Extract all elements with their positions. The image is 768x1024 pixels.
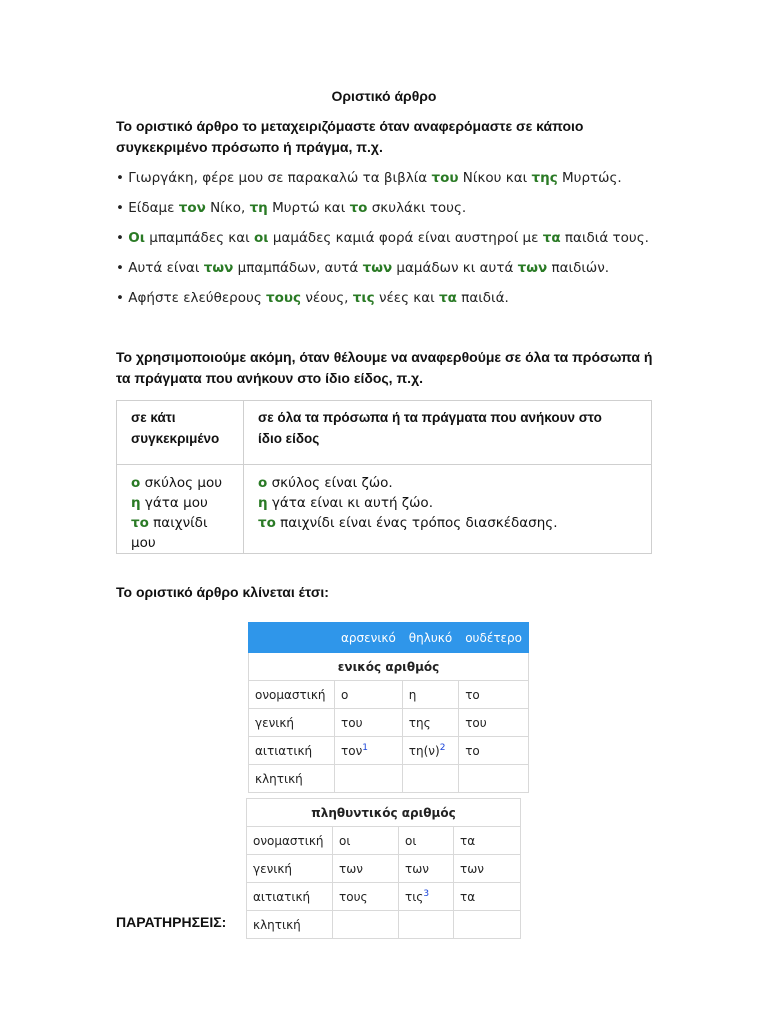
case-name: αιτιατική <box>247 883 333 911</box>
gender-header: θηλυκό <box>402 623 458 653</box>
article-highlight: των <box>517 260 548 276</box>
sentence-text: παιδιά τους. <box>560 230 649 246</box>
feminine-form <box>402 765 458 793</box>
page-title: Οριστικό άρθρο <box>331 88 437 104</box>
neuter-form <box>454 911 521 939</box>
example-text: γάτα μου <box>140 495 208 511</box>
article-highlight: η <box>258 495 268 511</box>
number-label: ενικός αριθμός <box>249 653 529 681</box>
case-row <box>249 681 529 709</box>
article-highlight: Οι <box>128 230 146 246</box>
case-row <box>247 855 521 883</box>
sentence-text: Νίκου και <box>458 170 532 186</box>
usage-line-1: Το χρησιμοποιούμε ακόμη, όταν θέλουμε να αναφερθούμε σε όλα τα πρόσωπα ή <box>116 349 653 365</box>
feminine-form <box>399 911 454 939</box>
case-name: κλητική <box>247 911 333 939</box>
neuter-form: του <box>459 709 529 737</box>
usage-header-general <box>244 401 652 465</box>
example-sentence <box>116 260 676 276</box>
article-highlight: το <box>131 515 149 531</box>
usage-example-line <box>258 513 637 533</box>
case-name: γενική <box>249 709 335 737</box>
case-name: κλητική <box>249 765 335 793</box>
case-row <box>247 827 521 855</box>
sentence-text: μαμάδες καμιά φορά είναι αυστηροί με <box>268 230 543 246</box>
case-name: γενική <box>247 855 333 883</box>
neuter-form <box>459 765 529 793</box>
feminine-form: της <box>402 709 458 737</box>
footnote-ref[interactable]: 1 <box>362 743 369 753</box>
gender-header-row <box>249 623 529 653</box>
neuter-form: τα <box>454 827 521 855</box>
feminine-form: $\tau\eta(\nu)^2$ <box>402 737 458 765</box>
example-text: σκύλος μου <box>140 475 223 491</box>
intro-line-1: Το οριστικό άρθρο το μεταχειριζόμαστε όταν αναφερόμαστε σε κάποιο <box>116 118 584 134</box>
gender-header <box>249 623 335 653</box>
feminine-form: η <box>402 681 458 709</box>
neuter-form: το <box>459 681 529 709</box>
article-highlight: τα <box>439 290 457 306</box>
usage-example-line <box>258 473 637 493</box>
declension-heading: Το οριστικό άρθρο κλίνεται έτσι: <box>116 584 329 600</box>
example-text: σκύλος είναι ζώο. <box>267 475 393 491</box>
article-highlight: των <box>362 260 393 276</box>
masculine-form: οι <box>333 827 399 855</box>
masculine-form: τους <box>333 883 399 911</box>
sentence-text: • Αυτά είναι <box>116 260 204 276</box>
usage-example-line <box>131 513 229 553</box>
sentence-text: • Αφήστε ελεύθερους <box>116 290 267 306</box>
article-highlight: τους <box>266 290 302 306</box>
article-highlight: ο <box>131 475 141 491</box>
declension-table-plural <box>246 798 521 939</box>
sentence-text: παιδιών. <box>547 260 610 276</box>
masculine-form: ο <box>335 681 403 709</box>
case-name: ονομαστική <box>249 681 335 709</box>
intro-paragraph <box>116 116 656 158</box>
neuter-form: των <box>454 855 521 883</box>
gender-header: ουδέτερο <box>459 623 529 653</box>
number-label-row <box>247 799 521 827</box>
usage-header-specific <box>117 401 244 465</box>
sentence-text: Νίκο, <box>205 200 250 216</box>
number-label-row <box>249 653 529 681</box>
article-highlight: του <box>431 170 459 186</box>
example-text: γάτα είναι κι αυτή ζώο. <box>267 495 433 511</box>
header-left-line-2: συγκεκριμένο <box>131 431 220 446</box>
sentence-text: μαμάδων κι αυτά <box>392 260 518 276</box>
usage-paragraph <box>116 347 656 389</box>
case-row <box>249 737 529 765</box>
case-name: ονομαστική <box>247 827 333 855</box>
example-text: παιχνίδι μου <box>131 515 208 551</box>
case-row <box>249 709 529 737</box>
masculine-form <box>333 911 399 939</box>
usage-specific-examples <box>117 465 244 554</box>
footnote-ref[interactable]: 3 <box>423 889 430 899</box>
example-sentence <box>116 170 676 186</box>
article-highlight: το <box>258 515 276 531</box>
case-row <box>249 765 529 793</box>
intro-line-2: συγκεκριμένο πρόσωπο ή πράγμα, π.χ. <box>116 139 383 155</box>
masculine-form: τον$^1$ <box>335 737 403 765</box>
observations-heading: ΠΑΡΑΤΗΡΗΣΕΙΣ: <box>116 914 227 930</box>
neuter-form: τα <box>454 883 521 911</box>
sentence-text: παιδιά. <box>456 290 509 306</box>
feminine-form: τις$^3$ <box>399 883 454 911</box>
article-highlight: τον <box>178 200 206 216</box>
usage-general-examples <box>244 465 652 554</box>
feminine-form: των <box>399 855 454 883</box>
example-sentence <box>116 200 676 216</box>
sentence-text: νέους, <box>301 290 353 306</box>
sentence-text: Μυρτώς. <box>557 170 622 186</box>
declension-table-singular <box>248 622 529 793</box>
article-highlight: το <box>349 200 368 216</box>
sentence-text: νέες και <box>374 290 440 306</box>
sentence-text: • Γιωργάκη, φέρε μου σε παρακαλώ τα βιβλία <box>116 170 432 186</box>
sentence-text: • Είδαμε <box>116 200 179 216</box>
article-highlight: της <box>531 170 558 186</box>
article-highlight: τη <box>249 200 268 216</box>
sentence-text: σκυλάκι τους. <box>367 200 467 216</box>
masculine-form: των <box>333 855 399 883</box>
masculine-form <box>335 765 403 793</box>
gender-header: αρσενικό <box>335 623 403 653</box>
sentence-text: μπαμπάδων, αυτά <box>233 260 363 276</box>
example-sentence <box>116 290 676 306</box>
usage-example-line <box>131 473 229 493</box>
usage-example-line <box>258 493 637 513</box>
neuter-form: το <box>459 737 529 765</box>
example-text: παιχνίδι είναι ένας τρόπος διασκέδασης. <box>275 515 558 531</box>
usage-table <box>116 400 652 554</box>
feminine-form: οι <box>399 827 454 855</box>
usage-header-row <box>117 401 652 465</box>
usage-line-2: τα πράγματα που ανήκουν στο ίδιο είδος, π.χ. <box>116 370 424 386</box>
footnote-ref[interactable]: 2 <box>439 743 446 753</box>
article-highlight: οι <box>254 230 269 246</box>
article-highlight: των <box>203 260 234 276</box>
article-highlight: τα <box>542 230 561 246</box>
header-right-line-1: σε όλα τα πρόσωπα ή τα πράγματα που ανήκουν στο <box>258 410 602 425</box>
usage-body-row <box>117 465 652 554</box>
header-left-line-1: σε κάτι <box>131 410 176 425</box>
case-row <box>247 883 521 911</box>
article-highlight: η <box>131 495 141 511</box>
article-highlight: τις <box>352 290 375 306</box>
example-sentence <box>116 230 676 246</box>
sentence-text: Μυρτώ και <box>267 200 350 216</box>
sentence-text: • <box>116 230 129 246</box>
masculine-form: του <box>335 709 403 737</box>
header-right-line-2: ίδιο είδος <box>258 431 320 446</box>
sentence-text: μπαμπάδες και <box>145 230 255 246</box>
case-row <box>247 911 521 939</box>
article-highlight: ο <box>258 475 268 491</box>
usage-example-line <box>131 493 229 513</box>
number-label: πληθυντικός αριθμός <box>247 799 521 827</box>
case-name: αιτιατική <box>249 737 335 765</box>
